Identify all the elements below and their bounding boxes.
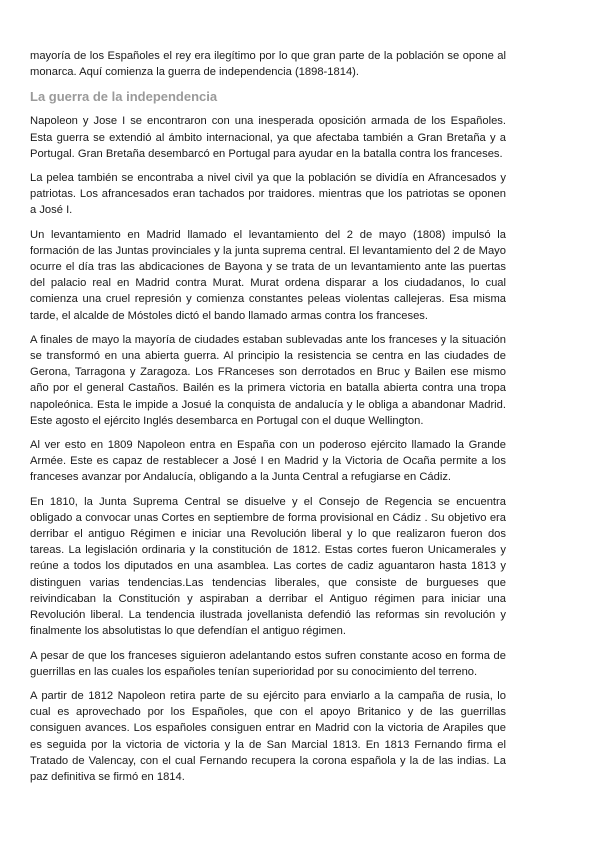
- paragraph-peace-1814: A partir de 1812 Napoleon retira parte de su ejército para enviarlo a la campaña de rusia, lo cual es aprovechado por los Españoles, que con el apoyo Britanico y de las guerrillas consiguen avances. Los españoles consiguen entrar en Madrid con la victoria de Arapiles que es seguida por la victoria de victoria y la de San Marcial 1813. En 1813 Fernando firma el Tratado de Valencay, con el cual Fernando recupera la corona española y la de las indias. La paz definitiva se firmó en 1814.: [30, 689, 506, 783]
- paragraph-madrid-uprising: Un levantamiento en Madrid llamado el levantamiento del 2 de mayo (1808) impulsó la formación de las Juntas provinciales y la junta suprema central. El levantamiento del 2 de Mayo ocurre el día tras las abdicaciones de Bayona y se trata de un levantamiento ante las puertas del palacio real en Madrid contra Murat. Murat ordena disparar a los ciudadanos, lo cual comienza una cruel represión y comienza constantes peleas violentas callejeras. Esa misma tarde, el alcalde de Móstoles dictó el bando llamado armas contra los franceses.: [30, 228, 506, 322]
- intro-paragraph: mayoría de los Españoles el rey era ilegítimo por lo que gran parte de la población se opone al monarca. Aquí comienza la guerra de independencia (1898-1814).: [30, 50, 506, 79]
- paragraph-civil-conflict: La pelea también se encontraba a nivel civil ya que la población se dividía en Afrancesados y patriotas. Los afrancesados eran tachados por traidores. mientras que los patriotas se oponen a José I.: [30, 172, 506, 217]
- section-heading: La guerra de la independencia: [30, 89, 218, 105]
- paragraph-grande-armee: Al ver esto en 1809 Napoleon entra en España con un poderoso ejército llamado la Grande Armée. Este es capaz de restablecer a José I en Madrid y la Victoria de Ocaña permite a los franceses avanzar por Andalucía, obligando a la Junta Central a refugiarse en Cádiz.: [30, 439, 506, 484]
- document-page: [30, 48, 506, 793]
- paragraph-napoleon-opposition: Napoleon y Jose I se encontraron con una inesperada oposición armada de los Españoles. Esta guerra se extendió al ámbito internacional, ya que afectaba también a Gran Bretaña y a Portugal. Gran Bretaña desembarcó en Portugal para ayudar en la batalla contra los franceses.: [30, 115, 506, 160]
- paragraph-guerrillas: A pesar de que los franceses siguieron adelantando estos sufren constante acoso en forma de guerrillas en las cuales los españoles tenían superioridad por su conocimiento del terreno.: [30, 649, 506, 678]
- paragraph-cortes-cadiz: En 1810, la Junta Suprema Central se disuelve y el Consejo de Regencia se encuentra obligado a convocar unas Cortes en septiembre de forma provisional en Cádiz . Su objetivo era derribar el antiguo Régimen e iniciar una Revolución liberal y lo que realizaron fueron dos tareas. La legislación ordinaria y la constitución de 1812. Estas cortes fueron Unicamerales y reúne a todos los diputados en una asamblea. Las cortes de cadiz aguantaron hasta 1813 y distinguen varias tendencias.Las tendencias liberales, que consiste de burgueses que reivindicaban la Constitución y aspiraban a derribar el Antiguo régimen para iniciar una Revolución liberal. La tendencia ilustrada jovellanista defendió las reformas sin revolución y finalmente los absolutistas lo que defendían el antiguo régimen.: [30, 495, 506, 638]
- paragraph-open-war: A finales de mayo la mayoría de ciudades estaban sublevadas ante los franceses y la situación se transformó en una abierta guerra. Al principio la resistencia se centra en las ciudades de Gerona, Tarragona y Zaragoza. Los FRanceses son derrotados en Bruc y Bailen ese mismo año por el general Castaños. Bailén es la primera victoria en batalla abierta contra una tropa napoleónica. Esta le impide a Josué la conquista de andalucía y le obliga a abandonar Madrid. Este agosto el ejército Inglés desembarca en Portugal con el duque Wellington.: [30, 333, 506, 427]
